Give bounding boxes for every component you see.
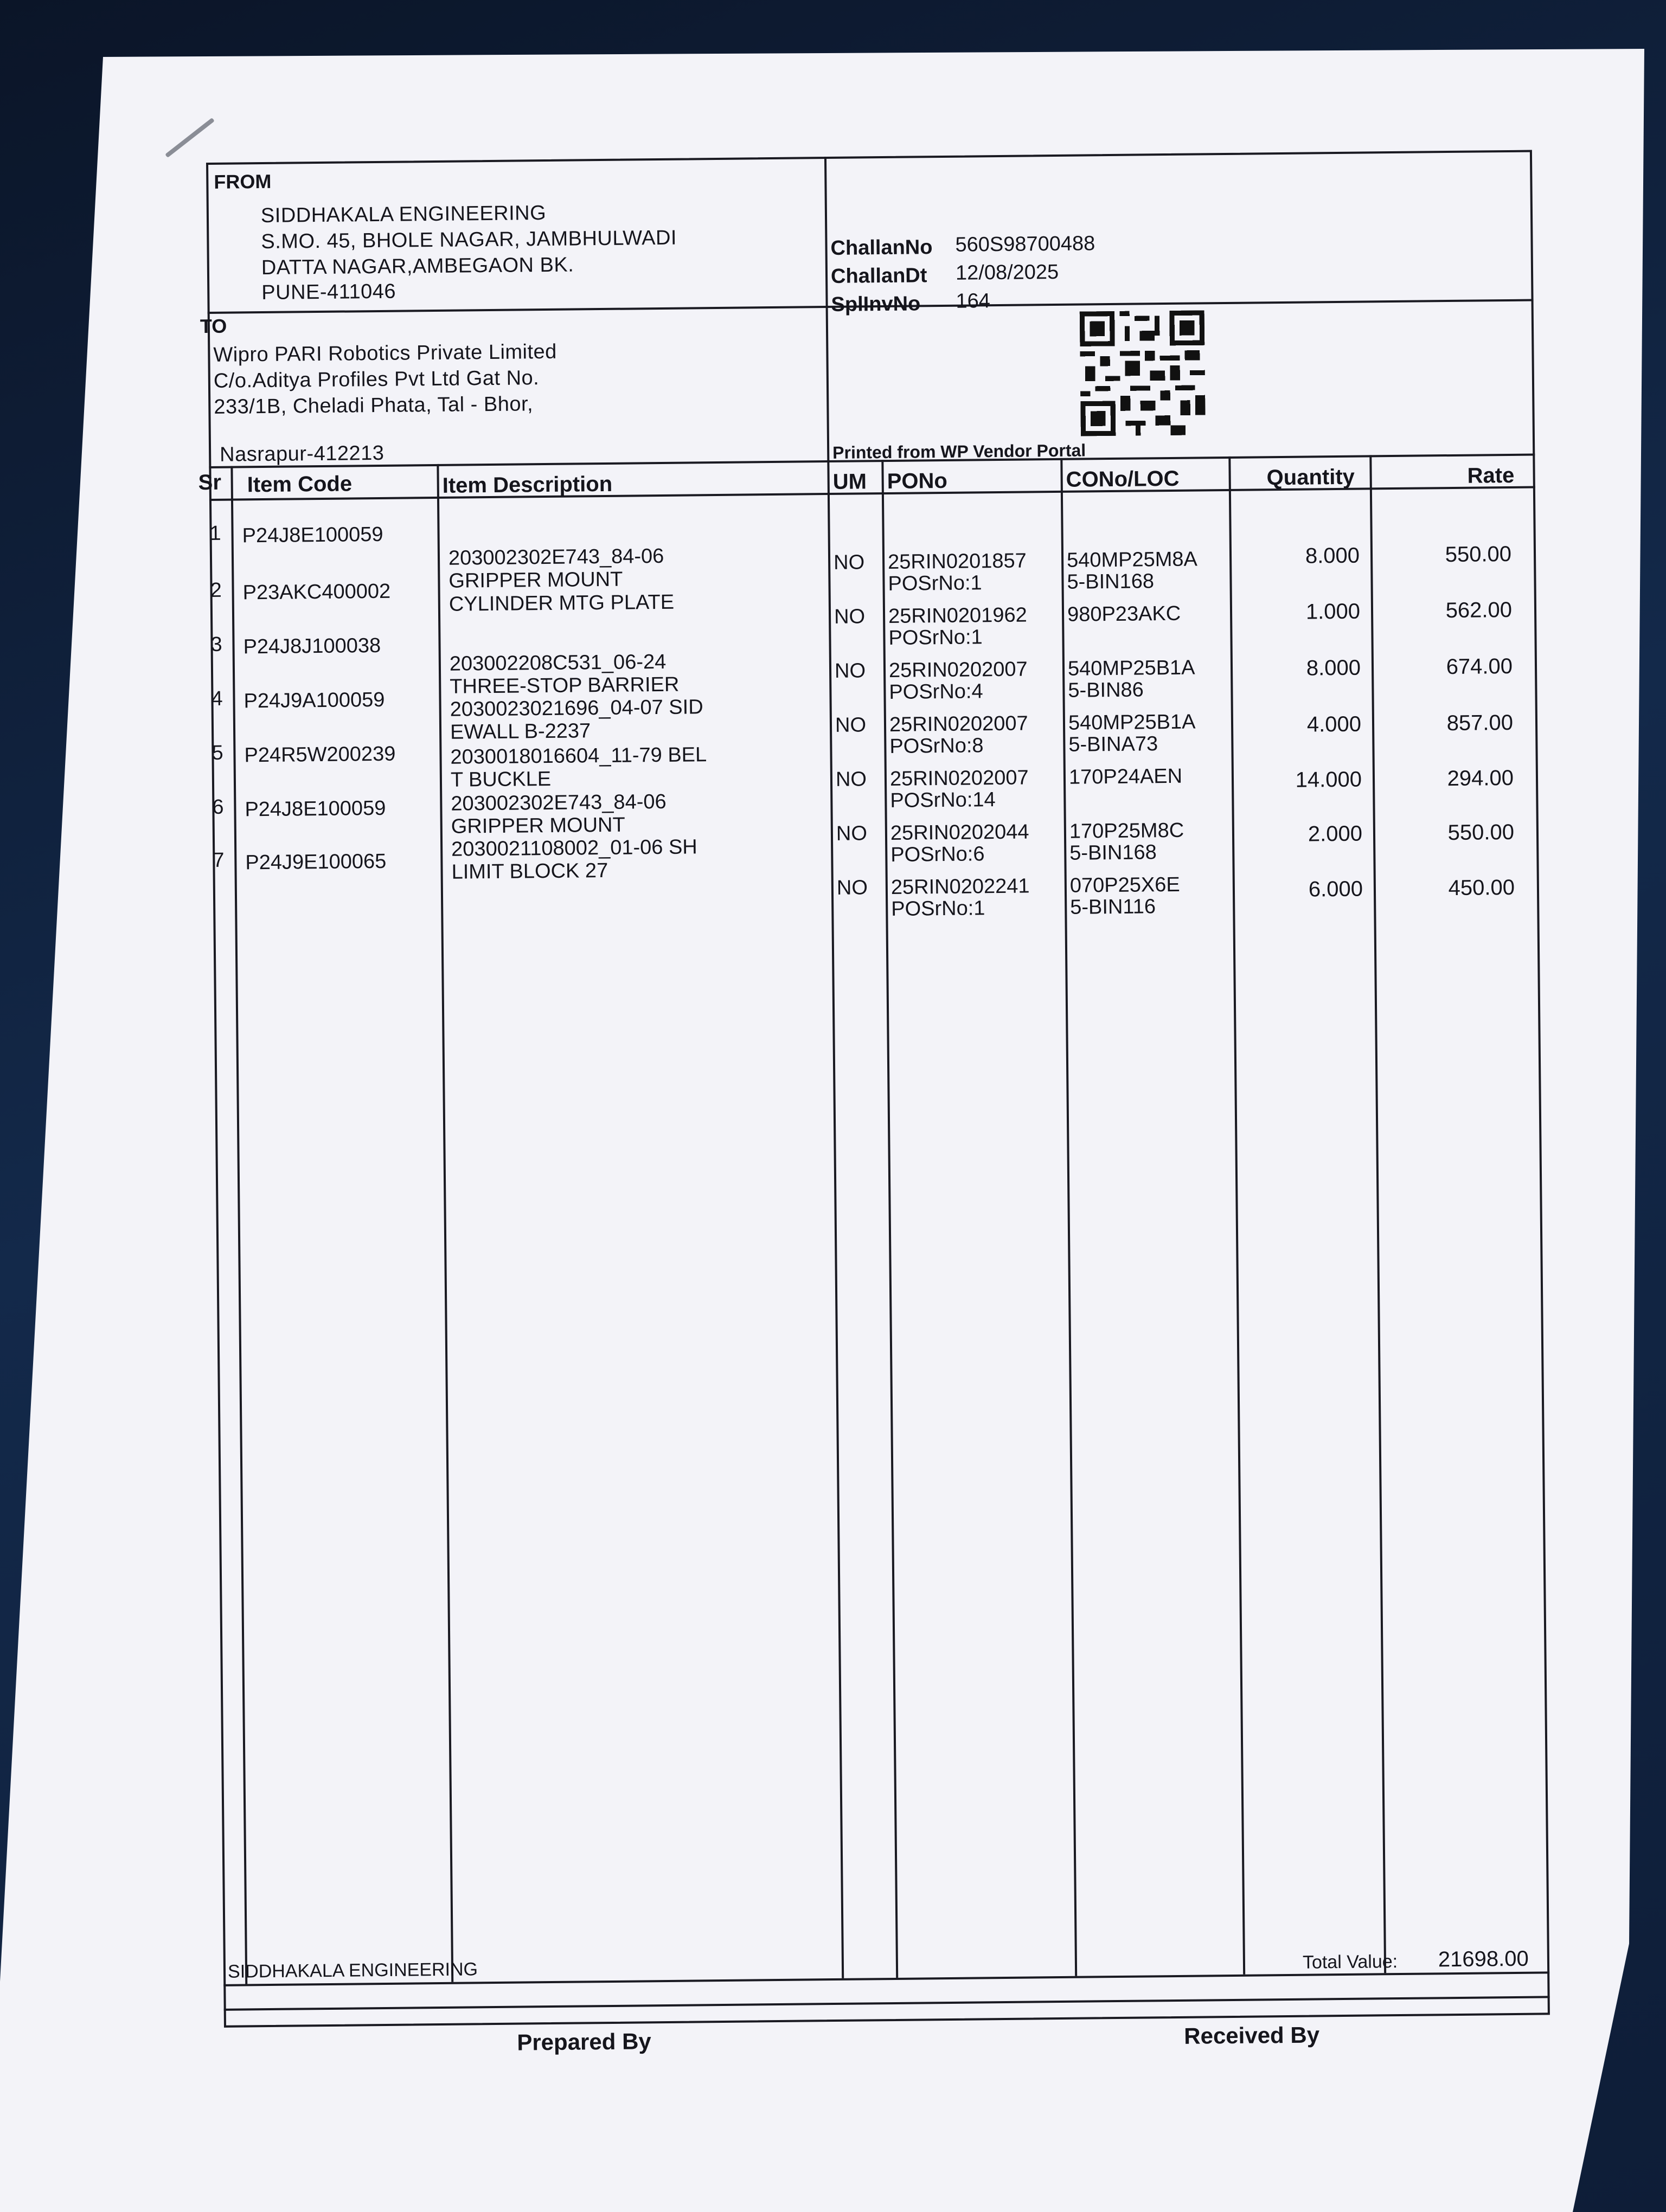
row-1-desc-1: 203002302E743_84-06 — [448, 544, 664, 570]
row-5-pono: 25RIN0202007 — [889, 766, 1029, 790]
challan-date-value: 12/08/2025 — [955, 260, 1059, 285]
row-2-posr: POSrNo:1 — [888, 626, 983, 650]
row-4-code: P24J9A100059 — [244, 688, 385, 713]
to-address-line-3: Nasrapur-412213 — [219, 441, 385, 466]
row-1-loc: 5-BIN168 — [1067, 570, 1155, 594]
col-item-code-header: Item Code — [247, 472, 353, 497]
row-1-desc-2: GRIPPER MOUNT — [448, 568, 623, 593]
from-label: FROM — [214, 170, 272, 193]
row-4-rate: 857.00 — [1446, 710, 1514, 736]
to-name: Wipro PARI Robotics Private Limited — [213, 340, 558, 366]
row-5-posr: POSrNo:14 — [890, 788, 996, 812]
row-1-pono: 25RIN0201857 — [887, 549, 1027, 574]
row-3-posr: POSrNo:4 — [889, 680, 983, 704]
row-2-qty: 1.000 — [1305, 599, 1361, 624]
row-4-posr: POSrNo:8 — [889, 734, 984, 758]
row-2-rate: 562.00 — [1445, 597, 1513, 623]
row-6-code: P24J8E100059 — [245, 796, 386, 821]
challan-date-label: ChallanDt — [830, 264, 927, 288]
row-4-sr: 4 — [211, 687, 223, 710]
row-5-desc-2: T BUCKLE — [450, 767, 552, 792]
row-2-sr: 2 — [210, 578, 222, 602]
spl-inv-no-value: 164 — [956, 290, 991, 313]
row-7-rate: 450.00 — [1448, 875, 1515, 901]
spl-inv-no-label: SplInvNo — [831, 292, 921, 316]
row-4-desc-2: EWALL B-2237 — [450, 719, 591, 744]
row-5-desc-1: 2030018016604_11-79 BEL — [450, 743, 707, 769]
received-by-label: Received By — [1184, 2022, 1320, 2049]
row-1-posr: POSrNo:1 — [888, 571, 982, 595]
prepared-by-label: Prepared By — [517, 2028, 651, 2055]
row-4-pono: 25RIN0202007 — [889, 712, 1028, 736]
row-5-cono: 170P24AEN — [1068, 764, 1183, 789]
row-4-loc: 5-BINA73 — [1068, 732, 1158, 756]
qr-code — [1080, 310, 1206, 436]
row-7-desc-1: 2030021108002_01-06 SH — [451, 835, 697, 861]
row-7-loc: 5-BIN116 — [1070, 895, 1156, 919]
row-6-desc-2: GRIPPER MOUNT — [451, 813, 625, 838]
row-2-cono: 980P23AKC — [1067, 602, 1181, 626]
row-3-rate: 674.00 — [1446, 654, 1513, 679]
row-2-um: NO — [834, 605, 866, 628]
row-7-posr: POSrNo:1 — [891, 897, 985, 921]
footer-company: SIDDHAKALA ENGINEERING — [227, 1959, 478, 1982]
row-3-cono: 540MP25B1A — [1067, 656, 1195, 680]
row-3-qty: 8.000 — [1306, 655, 1361, 680]
row-3-code: P24J8J100038 — [243, 634, 381, 659]
row-4-um: NO — [835, 713, 867, 737]
col-cono-loc-header: CONo/LOC — [1066, 466, 1180, 492]
challan-no-value: 560S98700488 — [955, 232, 1095, 256]
row-3-desc-1: 203002208C531_06-24 — [449, 650, 667, 676]
row-6-um: NO — [836, 822, 868, 845]
row-6-qty: 2.000 — [1308, 821, 1363, 846]
row-7-pono: 25RIN0202241 — [890, 874, 1030, 899]
row-6-posr: POSrNo:6 — [890, 843, 985, 866]
col-um-header: UM — [832, 470, 867, 494]
row-3-desc-2: THREE-STOP BARRIER — [450, 673, 680, 698]
col-sr-header: Sr — [198, 470, 222, 495]
row-5-qty: 14.000 — [1295, 767, 1362, 792]
row-4-qty: 4.000 — [1306, 712, 1362, 737]
row-4-desc-1: 2030023021696_04-07 SID — [450, 696, 703, 721]
row-5-rate: 294.00 — [1447, 766, 1514, 791]
col-rate-header: Rate — [1467, 463, 1515, 488]
row-6-rate: 550.00 — [1447, 820, 1515, 845]
row-7-desc-2: LIMIT BLOCK 27 — [451, 859, 608, 884]
col-pono-header: PONo — [887, 468, 948, 493]
to-label: TO — [200, 314, 227, 338]
to-address-line-2: 233/1B, Cheladi Phata, Tal - Bhor, — [214, 393, 534, 419]
row-5-sr: 5 — [212, 741, 223, 764]
total-value-label: Total Value: — [1302, 1951, 1398, 1973]
row-2-desc-1: CYLINDER MTG PLATE — [448, 590, 675, 616]
from-address-line-1: S.MO. 45, BHOLE NAGAR, JAMBHULWADI — [261, 226, 677, 254]
from-address-line-3: PUNE-411046 — [261, 280, 396, 305]
col-item-description-header: Item Description — [442, 472, 613, 498]
row-6-cono: 170P25M8C — [1069, 819, 1184, 843]
row-1-rate: 550.00 — [1445, 542, 1512, 567]
row-1-cono: 540MP25M8A — [1066, 548, 1198, 572]
total-value: 21698.00 — [1438, 1946, 1529, 1972]
row-6-desc-1: 203002302E743_84-06 — [451, 790, 667, 815]
row-2-code: P23AKC400002 — [242, 580, 391, 605]
row-7-cono: 070P25X6E — [1069, 873, 1180, 897]
row-3-sr: 3 — [210, 633, 222, 656]
row-3-loc: 5-BIN86 — [1068, 678, 1144, 702]
row-3-pono: 25RIN0202007 — [888, 658, 1028, 682]
delivery-challan — [198, 150, 1561, 2055]
row-1-um: NO — [833, 551, 865, 574]
from-address-line-2: DATTA NAGAR,AMBEGAON BK. — [261, 253, 574, 280]
row-2-pono: 25RIN0201962 — [888, 603, 1027, 628]
challan-no-label: ChallanNo — [830, 236, 933, 260]
row-1-sr: 1 — [209, 522, 221, 545]
row-7-code: P24J9E100065 — [245, 850, 387, 874]
portal-note: Printed from WP Vendor Portal — [832, 440, 1086, 462]
challan-border — [206, 150, 1550, 2028]
row-7-um: NO — [836, 876, 868, 899]
from-name: SIDDHAKALA ENGINEERING — [260, 201, 547, 228]
row-1-qty: 8.000 — [1305, 543, 1360, 568]
row-5-um: NO — [835, 768, 867, 791]
row-1-code: P24J8E100059 — [242, 523, 383, 548]
row-4-cono: 540MP25B1A — [1068, 710, 1196, 735]
to-address-line-1: C/o.Aditya Profiles Pvt Ltd Gat No. — [213, 366, 540, 393]
row-6-loc: 5-BIN168 — [1069, 841, 1157, 865]
row-7-qty: 6.000 — [1308, 877, 1363, 902]
row-5-code: P24R5W200239 — [244, 742, 396, 767]
col-quantity-header: Quantity — [1266, 465, 1355, 490]
row-6-sr: 6 — [212, 795, 224, 819]
row-3-um: NO — [834, 659, 866, 683]
row-6-pono: 25RIN0202044 — [890, 820, 1029, 845]
row-7-sr: 7 — [213, 848, 225, 872]
